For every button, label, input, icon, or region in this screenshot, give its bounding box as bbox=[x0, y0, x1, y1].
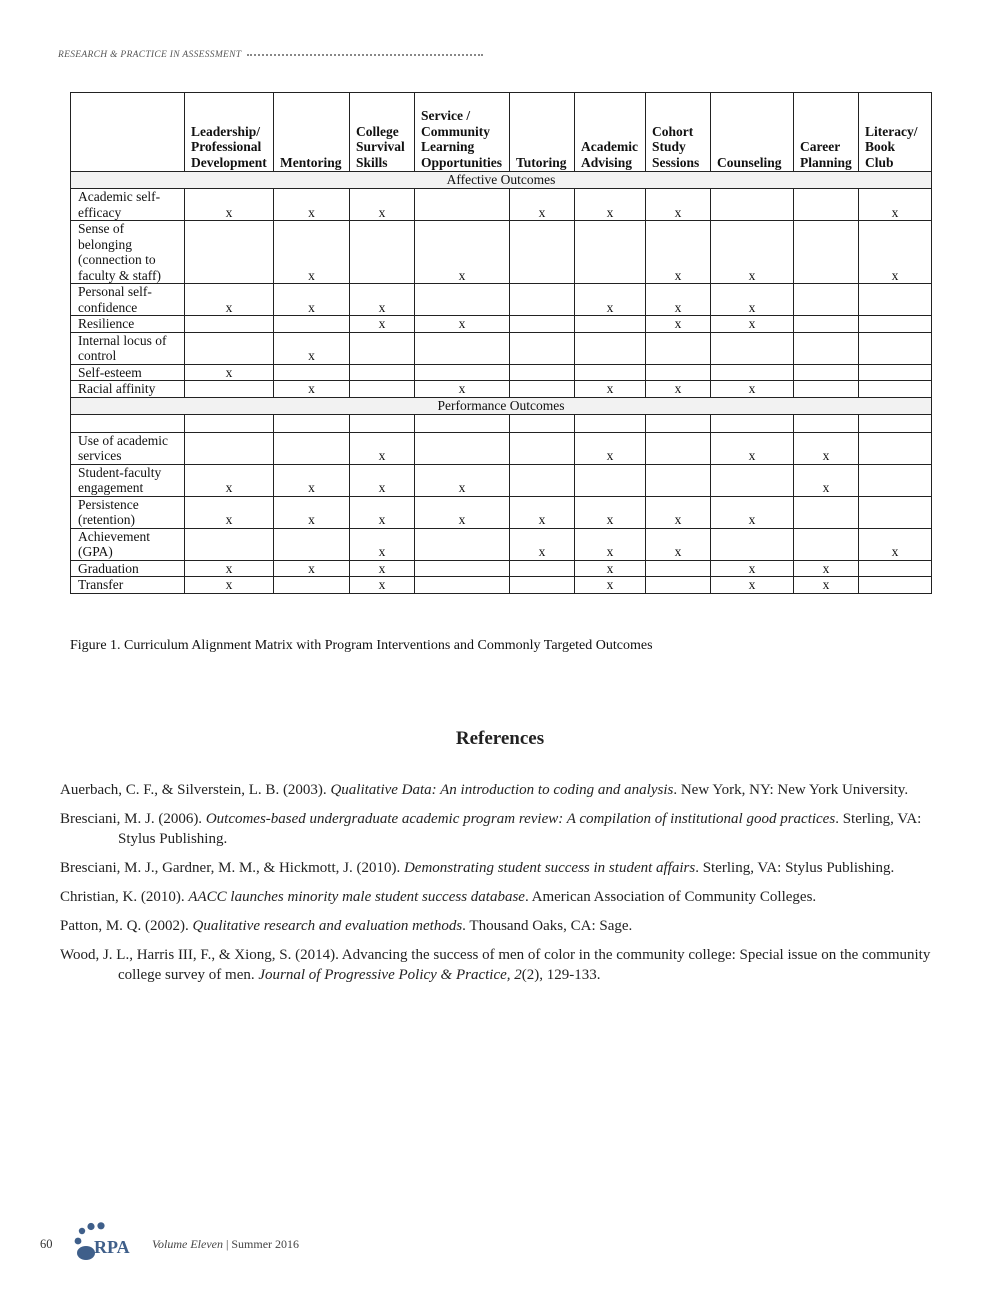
empty-cell bbox=[575, 364, 646, 381]
reference-text: . American Association of Community Colleges. bbox=[524, 889, 817, 905]
empty-cell bbox=[794, 221, 859, 284]
empty-cell bbox=[646, 364, 711, 381]
alignment-mark: x bbox=[274, 332, 350, 364]
alignment-mark: x bbox=[274, 189, 350, 221]
column-header: Career Planning bbox=[794, 93, 859, 172]
empty-cell bbox=[711, 414, 794, 432]
alignment-mark: x bbox=[274, 496, 350, 528]
empty-cell bbox=[510, 284, 575, 316]
outcome-label: Personal self- confidence bbox=[71, 284, 185, 316]
table-row bbox=[71, 496, 932, 528]
issue-name: Summer 2016 bbox=[231, 1236, 300, 1251]
alignment-mark: x bbox=[711, 221, 794, 284]
reference-entry bbox=[60, 945, 950, 985]
outcome-label: Achievement (GPA) bbox=[71, 528, 185, 560]
references-heading: References bbox=[455, 728, 545, 749]
empty-cell bbox=[185, 381, 274, 398]
outcome-label: Academic self- efficacy bbox=[71, 189, 185, 221]
reference-entry bbox=[60, 780, 950, 800]
empty-cell bbox=[575, 332, 646, 364]
running-title: RESEARCH & PRACTICE IN ASSESSMENT bbox=[58, 50, 242, 60]
empty-cell bbox=[71, 414, 185, 432]
alignment-mark: x bbox=[575, 189, 646, 221]
volume-name: Volume Eleven bbox=[152, 1236, 223, 1251]
empty-cell bbox=[415, 560, 510, 577]
alignment-mark: x bbox=[510, 528, 575, 560]
empty-cell bbox=[274, 528, 350, 560]
empty-cell bbox=[646, 577, 711, 594]
alignment-mark: x bbox=[185, 560, 274, 577]
empty-cell bbox=[510, 316, 575, 333]
alignment-mark: x bbox=[274, 284, 350, 316]
alignment-mark: x bbox=[185, 364, 274, 381]
empty-cell bbox=[859, 316, 932, 333]
reference-title: Demonstrating student success in student affairs bbox=[403, 860, 696, 876]
empty-cell bbox=[510, 432, 575, 464]
empty-cell bbox=[646, 332, 711, 364]
alignment-mark: x bbox=[350, 432, 415, 464]
figure-caption: Figure 1. Curriculum Alignment Matrix with Program Interventions and Commonly Targeted Outcomes bbox=[70, 638, 653, 653]
reference-text: (2), 129-133. bbox=[521, 967, 601, 983]
reference-title: AACC launches minority male student success database bbox=[188, 889, 525, 905]
empty-cell bbox=[646, 432, 711, 464]
empty-cell bbox=[415, 189, 510, 221]
empty-cell bbox=[575, 221, 646, 284]
reference-text: . New York, NY: New York University. bbox=[673, 782, 909, 798]
reference-text: Wood, J. L., Harris III, F., & Xiong, S. (2014). Advancing the success of men of color in the community college: Special issue on the community college survey of men. bbox=[60, 947, 931, 983]
alignment-mark: x bbox=[510, 496, 575, 528]
section-header-row bbox=[71, 172, 932, 189]
reference-title: Qualitative research and evaluation methods bbox=[192, 918, 463, 934]
alignment-mark: x bbox=[646, 284, 711, 316]
empty-cell bbox=[794, 414, 859, 432]
empty-cell bbox=[350, 221, 415, 284]
reference-title: Journal of Progressive Policy & Practice, 2 bbox=[258, 967, 522, 983]
alignment-mark: x bbox=[274, 464, 350, 496]
empty-cell bbox=[350, 364, 415, 381]
table-row bbox=[71, 528, 932, 560]
outcome-label: Transfer bbox=[71, 577, 185, 594]
empty-cell bbox=[510, 464, 575, 496]
empty-cell bbox=[859, 284, 932, 316]
reference-text: Auerbach, C. F., & Silverstein, L. B. (2003). bbox=[60, 782, 331, 798]
alignment-mark: x bbox=[185, 577, 274, 594]
empty-cell bbox=[794, 528, 859, 560]
empty-cell bbox=[711, 528, 794, 560]
empty-cell bbox=[794, 381, 859, 398]
alignment-mark: x bbox=[859, 221, 932, 284]
alignment-mark: x bbox=[350, 496, 415, 528]
column-header: Counseling bbox=[711, 93, 794, 172]
empty-cell bbox=[415, 577, 510, 594]
empty-cell bbox=[274, 577, 350, 594]
table-row bbox=[71, 381, 932, 398]
alignment-mark: x bbox=[575, 284, 646, 316]
empty-cell bbox=[859, 381, 932, 398]
empty-cell bbox=[646, 560, 711, 577]
alignment-mark: x bbox=[185, 189, 274, 221]
reference-text: . Sterling, VA: Stylus Publishing. bbox=[118, 811, 922, 847]
reference-entry bbox=[60, 916, 950, 936]
alignment-mark: x bbox=[711, 316, 794, 333]
alignment-mark: x bbox=[415, 464, 510, 496]
empty-cell bbox=[794, 332, 859, 364]
page-number: 60 bbox=[40, 1236, 53, 1251]
alignment-mark: x bbox=[711, 560, 794, 577]
alignment-mark: x bbox=[711, 381, 794, 398]
reference-text: . Thousand Oaks, CA: Sage. bbox=[462, 918, 633, 934]
alignment-mark: x bbox=[575, 560, 646, 577]
volume-separator: | bbox=[225, 1236, 229, 1251]
outcome-label: Student-faculty engagement bbox=[71, 464, 185, 496]
empty-cell bbox=[575, 316, 646, 333]
column-header: College Survival Skills bbox=[350, 93, 415, 172]
empty-cell bbox=[794, 189, 859, 221]
empty-cell bbox=[794, 364, 859, 381]
empty-cell bbox=[185, 528, 274, 560]
section-title: Affective Outcomes bbox=[71, 172, 932, 189]
references-list bbox=[60, 780, 950, 994]
empty-cell bbox=[859, 332, 932, 364]
reference-entry bbox=[60, 809, 950, 849]
empty-cell bbox=[510, 381, 575, 398]
empty-cell bbox=[711, 364, 794, 381]
empty-cell bbox=[711, 189, 794, 221]
page-footer bbox=[40, 1222, 299, 1266]
empty-cell bbox=[794, 496, 859, 528]
empty-cell bbox=[510, 332, 575, 364]
empty-cell bbox=[274, 414, 350, 432]
column-header: Cohort Study Sessions bbox=[646, 93, 711, 172]
empty-cell bbox=[646, 414, 711, 432]
curriculum-alignment-matrix bbox=[70, 92, 932, 594]
rpa-logo-icon bbox=[72, 1222, 138, 1266]
alignment-mark: x bbox=[415, 221, 510, 284]
column-header: Leadership/ Professional Development bbox=[185, 93, 274, 172]
running-header bbox=[58, 50, 483, 60]
empty-cell bbox=[510, 577, 575, 594]
section-title: Performance Outcomes bbox=[71, 397, 932, 414]
alignment-mark: x bbox=[274, 560, 350, 577]
empty-cell bbox=[859, 414, 932, 432]
matrix-body bbox=[71, 172, 932, 594]
table-row bbox=[71, 316, 932, 333]
alignment-mark: x bbox=[185, 464, 274, 496]
logo-text: RPA bbox=[94, 1237, 130, 1257]
empty-cell bbox=[350, 332, 415, 364]
alignment-mark: x bbox=[350, 577, 415, 594]
empty-cell bbox=[274, 432, 350, 464]
alignment-mark: x bbox=[415, 381, 510, 398]
empty-cell bbox=[415, 432, 510, 464]
outcome-label: Internal locus of control bbox=[71, 332, 185, 364]
empty-cell bbox=[794, 316, 859, 333]
reference-text: Bresciani, M. J., Gardner, M. M., & Hickmott, J. (2010). bbox=[60, 860, 404, 876]
table-row bbox=[71, 464, 932, 496]
outcome-label: Racial affinity bbox=[71, 381, 185, 398]
empty-cell bbox=[185, 221, 274, 284]
alignment-mark: x bbox=[415, 496, 510, 528]
alignment-mark: x bbox=[646, 528, 711, 560]
alignment-mark: x bbox=[794, 464, 859, 496]
alignment-mark: x bbox=[575, 577, 646, 594]
empty-cell bbox=[859, 364, 932, 381]
outcome-label: Graduation bbox=[71, 560, 185, 577]
alignment-mark: x bbox=[185, 496, 274, 528]
empty-cell bbox=[510, 414, 575, 432]
volume-info bbox=[152, 1237, 299, 1252]
column-header: Academic Advising bbox=[575, 93, 646, 172]
alignment-mark: x bbox=[350, 464, 415, 496]
reference-text: Christian, K. (2010). bbox=[60, 889, 189, 905]
empty-cell bbox=[646, 464, 711, 496]
empty-cell bbox=[794, 284, 859, 316]
empty-cell bbox=[185, 432, 274, 464]
alignment-mark: x bbox=[185, 284, 274, 316]
empty-cell bbox=[415, 284, 510, 316]
alignment-mark: x bbox=[711, 577, 794, 594]
matrix-corner-cell bbox=[71, 93, 185, 172]
empty-cell bbox=[274, 364, 350, 381]
alignment-mark: x bbox=[415, 316, 510, 333]
alignment-mark: x bbox=[575, 528, 646, 560]
empty-cell bbox=[274, 316, 350, 333]
section-header-row bbox=[71, 397, 932, 414]
alignment-mark: x bbox=[711, 432, 794, 464]
matrix-header-row bbox=[71, 93, 932, 172]
column-header: Mentoring bbox=[274, 93, 350, 172]
table-row bbox=[71, 577, 932, 594]
empty-cell bbox=[185, 332, 274, 364]
alignment-mark: x bbox=[794, 577, 859, 594]
table-row bbox=[71, 284, 932, 316]
alignment-mark: x bbox=[794, 560, 859, 577]
table-row bbox=[71, 221, 932, 284]
empty-cell bbox=[415, 528, 510, 560]
empty-cell bbox=[510, 560, 575, 577]
empty-cell bbox=[350, 414, 415, 432]
empty-cell bbox=[859, 496, 932, 528]
alignment-mark: x bbox=[350, 316, 415, 333]
empty-cell bbox=[575, 414, 646, 432]
alignment-mark: x bbox=[350, 560, 415, 577]
table-row bbox=[71, 332, 932, 364]
reference-title: Outcomes-based undergraduate academic program review: A compilation of institutional good practices bbox=[205, 811, 836, 827]
alignment-mark: x bbox=[575, 381, 646, 398]
table-row bbox=[71, 432, 932, 464]
outcome-label: Persistence (retention) bbox=[71, 496, 185, 528]
empty-cell bbox=[711, 464, 794, 496]
empty-cell bbox=[185, 414, 274, 432]
alignment-mark: x bbox=[711, 284, 794, 316]
alignment-mark: x bbox=[646, 316, 711, 333]
blank-row bbox=[71, 414, 932, 432]
reference-text: Patton, M. Q. (2002). bbox=[60, 918, 193, 934]
alignment-mark: x bbox=[510, 189, 575, 221]
dotted-rule bbox=[247, 54, 483, 56]
reference-entry bbox=[60, 858, 950, 878]
empty-cell bbox=[415, 414, 510, 432]
alignment-mark: x bbox=[350, 284, 415, 316]
empty-cell bbox=[510, 221, 575, 284]
empty-cell bbox=[575, 464, 646, 496]
empty-cell bbox=[859, 560, 932, 577]
alignment-mark: x bbox=[350, 528, 415, 560]
empty-cell bbox=[350, 381, 415, 398]
alignment-mark: x bbox=[711, 496, 794, 528]
outcome-label: Self-esteem bbox=[71, 364, 185, 381]
reference-text: Bresciani, M. J. (2006). bbox=[60, 811, 206, 827]
outcome-label: Use of academic services bbox=[71, 432, 185, 464]
reference-entry bbox=[60, 887, 950, 907]
alignment-mark: x bbox=[575, 496, 646, 528]
column-header: Service / Community Learning Opportunities bbox=[415, 93, 510, 172]
alignment-mark: x bbox=[646, 496, 711, 528]
table-row bbox=[71, 364, 932, 381]
table-row bbox=[71, 560, 932, 577]
alignment-mark: x bbox=[575, 432, 646, 464]
alignment-mark: x bbox=[646, 221, 711, 284]
empty-cell bbox=[415, 364, 510, 381]
column-header: Tutoring bbox=[510, 93, 575, 172]
alignment-mark: x bbox=[274, 221, 350, 284]
empty-cell bbox=[859, 577, 932, 594]
alignment-mark: x bbox=[646, 189, 711, 221]
alignment-mark: x bbox=[274, 381, 350, 398]
empty-cell bbox=[711, 332, 794, 364]
column-header: Literacy/ Book Club bbox=[859, 93, 932, 172]
alignment-mark: x bbox=[859, 189, 932, 221]
empty-cell bbox=[510, 364, 575, 381]
alignment-mark: x bbox=[350, 189, 415, 221]
alignment-mark: x bbox=[859, 528, 932, 560]
empty-cell bbox=[859, 464, 932, 496]
alignment-mark: x bbox=[646, 381, 711, 398]
empty-cell bbox=[185, 316, 274, 333]
alignment-mark: x bbox=[794, 432, 859, 464]
outcome-label: Sense of belonging (connection to faculty & staff) bbox=[71, 221, 185, 284]
outcome-label: Resilience bbox=[71, 316, 185, 333]
table-row bbox=[71, 189, 932, 221]
reference-title: Qualitative Data: An introduction to coding and analysis bbox=[330, 782, 674, 798]
empty-cell bbox=[415, 332, 510, 364]
reference-text: . Sterling, VA: Stylus Publishing. bbox=[695, 860, 895, 876]
empty-cell bbox=[859, 432, 932, 464]
